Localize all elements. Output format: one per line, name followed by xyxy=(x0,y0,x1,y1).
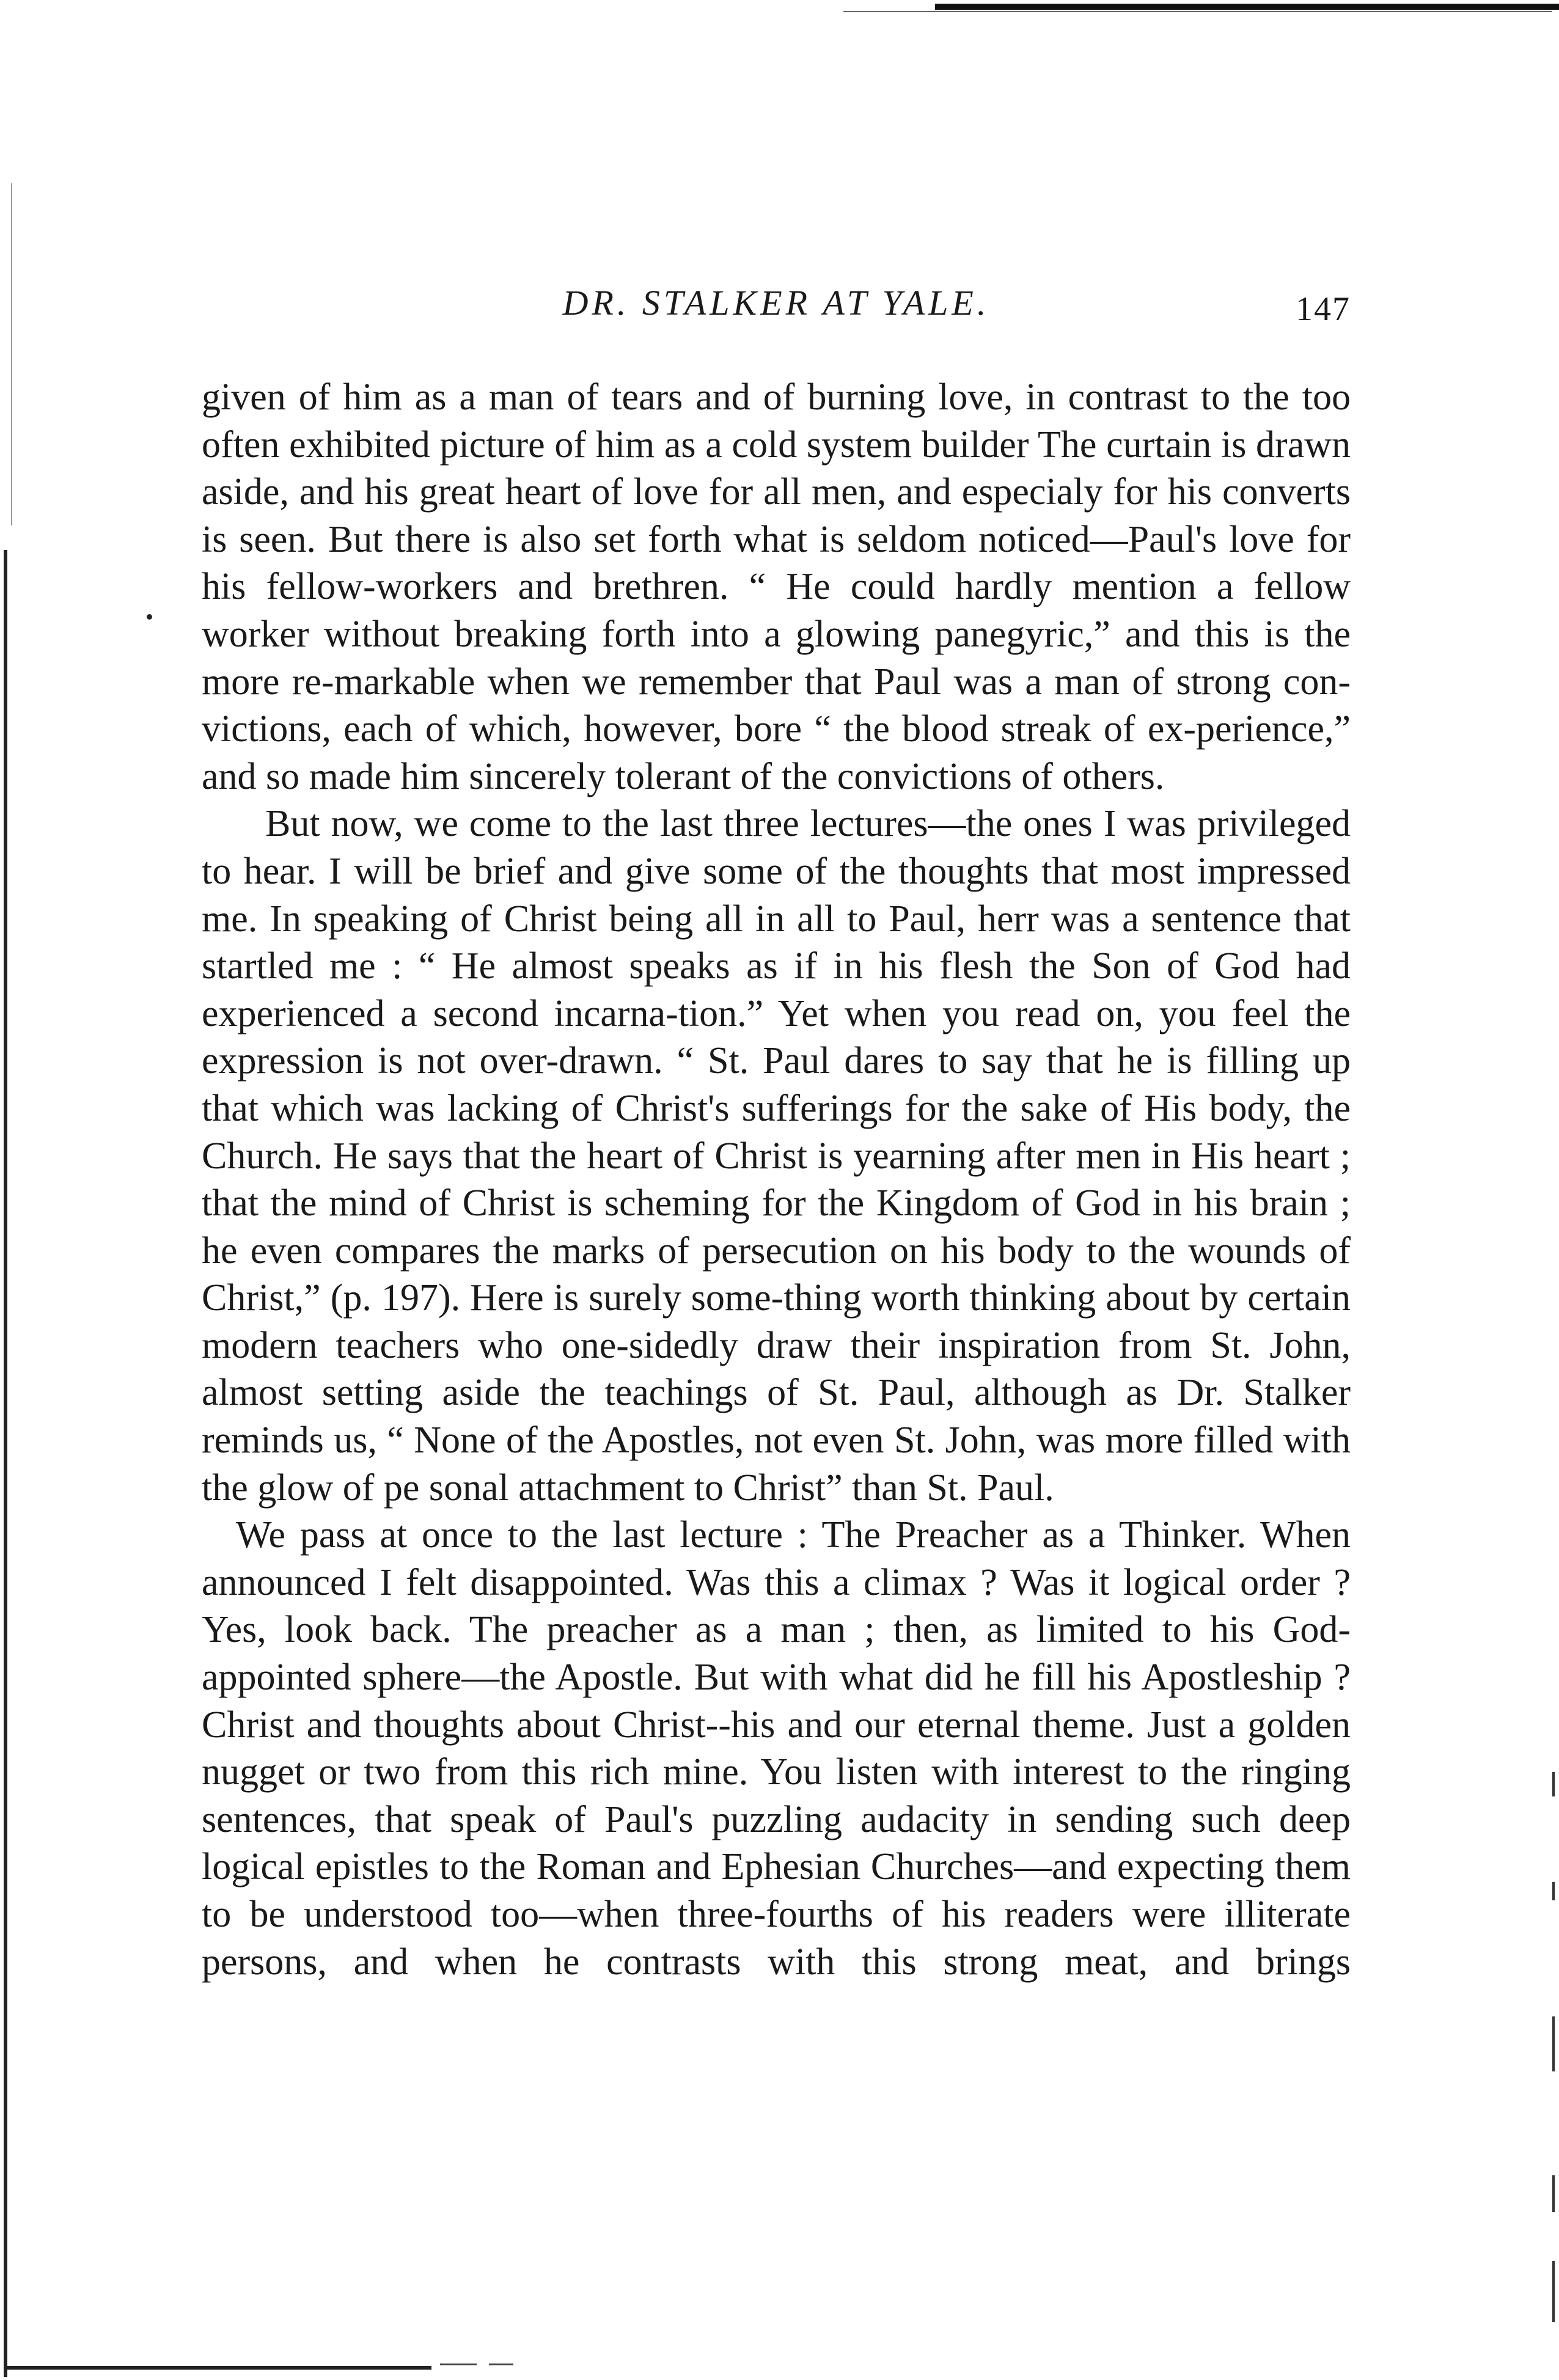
margin-dot xyxy=(147,614,152,620)
running-title: DR. STALKER AT YALE. xyxy=(562,283,990,323)
edge-speck xyxy=(1552,1772,1555,1796)
scan-edge-bottom xyxy=(4,2366,431,2370)
page-number: 147 xyxy=(1296,290,1351,328)
scan-edge-top-faint xyxy=(843,11,1552,12)
paragraph: But now, we come to the last three lectures—the ones I was privileged to hear. I will be brief and give some of the thoughts that most impressed me. In speaking of Christ being all in all to Paul, herr was a sentence that startled me : “ He almost speaks as if in his flesh the Son of God had experienced a second incarna-tion.” Yet when you read on, you feel the expression is not over-drawn. “ St. Paul dares to say that he is filling up that which was lacking of Christ's sufferings for the sake of His body, the Church. He says that the heart of Christ is yearning after men in His heart ; that the mind of Christ is scheming for the Kingdom of God in his brain ; he even compares the marks of persecution on his body to the wounds of Christ,” (p. 197). Here is surely some-thing worth thinking about by certain modern teachers who one-sidedly draw their inspiration from St. John, almost setting aside the teachings of St. Paul, although as Dr. Stalker reminds us, “ None of the Apostles, not even St. John, was more filled with the glow of pe sonal attachment to Christ” than St. Paul. xyxy=(202,803,1351,1509)
edge-speck xyxy=(1552,2261,1555,2322)
paragraph: given of him as a man of tears and of burning love, in contrast to the too often exhibited picture of him as a cold system builder The curtain is drawn aside, and his great heart of love for all men, and especialy for his converts is seen. But there is also set forth what is seldom noticed—Paul's love for his fellow-workers and brethren. “ He could hardly mention a fellow worker without breaking forth into a glowing panegyric,” and this is the more re-markable when we remember that Paul was a man of strong con-victions, each of which, however, bore “ the blood streak of ex-perience,” and so made him sincerely tolerant of the convictions of others. xyxy=(202,376,1351,797)
page-body xyxy=(202,374,1351,1986)
scan-edge-left xyxy=(4,550,7,2377)
scan-edge-top xyxy=(935,4,1559,10)
paragraph: We pass at once to the last lecture : The Preacher as a Thinker. When announced I felt disappointed. Was this a climax ? Was it logical order ? Yes, look back. The preacher as a man ; then, as limited to his God-appointed sphere—the Apostle. But with what did he fill his Apostleship ? Christ and thoughts about Christ--his and our eternal theme. Just a golden nugget or two from this rich mine. You listen with interest to the ringing sentences, that speak of Paul's puzzling audacity in sending such deep logical epistles to the Roman and Ephesian Churches—and expecting them to be understood too—when three-fourths of his readers were illiterate persons, and when he contrasts with this strong meat, and brings xyxy=(202,1514,1351,1983)
edge-speck xyxy=(1552,1882,1555,1900)
running-head xyxy=(202,282,1351,337)
edge-speck xyxy=(1552,2016,1555,2071)
scan-edge-left-faint xyxy=(11,183,12,525)
scan-dash xyxy=(489,2364,513,2365)
edge-speck xyxy=(1552,2175,1555,2212)
scan-dash xyxy=(440,2364,477,2365)
